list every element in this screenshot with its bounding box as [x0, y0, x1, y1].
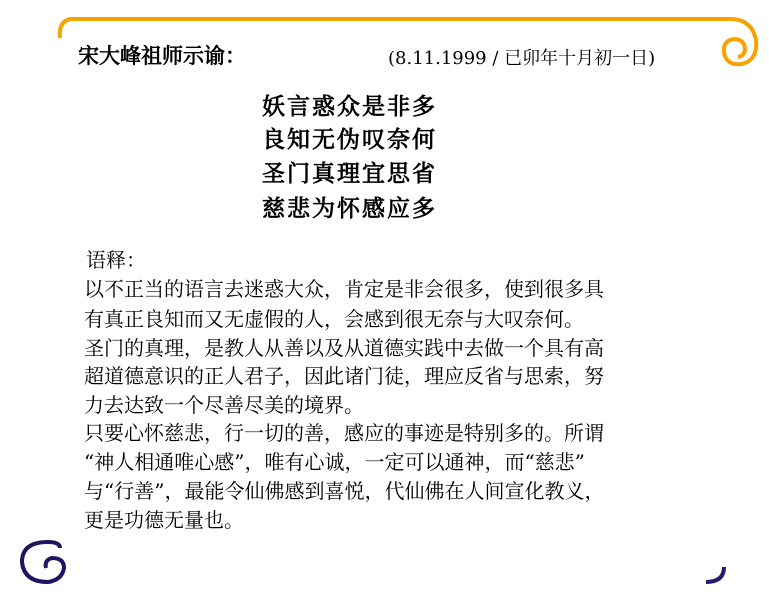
- explanation-line: 力去达致一个尽善尽美的境界。: [84, 393, 364, 417]
- page-title: 宋大峰祖师示谕：: [78, 43, 246, 68]
- explanation-line: 超道德意识的正人君子，因此诸门徒，理应反省与思索，努: [84, 364, 604, 388]
- poem-line: 良知无伪叹奈何: [262, 126, 437, 153]
- explanation-line: 有真正良知而又无虚假的人，会感到很无奈与大叹奈何。: [84, 307, 584, 331]
- explanation-line: 以不正当的语言去迷惑大众，肯定是非会很多，使到很多具: [84, 277, 604, 301]
- date-label: (8.11.1999 / 已卯年十月初一日): [388, 48, 656, 69]
- poem-line: 妖言惑众是非多: [262, 93, 437, 120]
- poem-line: 圣门真理宜思省: [262, 160, 437, 187]
- scroll-bottom-left-curl: [22, 542, 64, 582]
- explanation-line: 只要心怀慈悲，行一切的善，感应的事迹是特别多的。所谓: [84, 421, 604, 445]
- explanation-line: “神人相通唯心感”，唯有心诚，一定可以通神，而“慈悲”: [84, 450, 585, 474]
- explanation-line: 圣门的真理，是教人从善以及从道德实践中去做一个具有高: [84, 336, 604, 360]
- explanation-label: 语释：: [86, 248, 146, 272]
- scroll-top-left-curl: [60, 19, 70, 38]
- explanation-line: 更是功德无量也。: [84, 508, 244, 532]
- scroll-bottom-right-curl: [706, 567, 724, 582]
- scroll-top-right-curl: [724, 19, 756, 64]
- explanation-line: 与“行善”，最能令仙佛感到喜悦，代仙佛在人间宣化教义，: [84, 479, 605, 503]
- poem-line: 慈悲为怀感应多: [262, 195, 437, 222]
